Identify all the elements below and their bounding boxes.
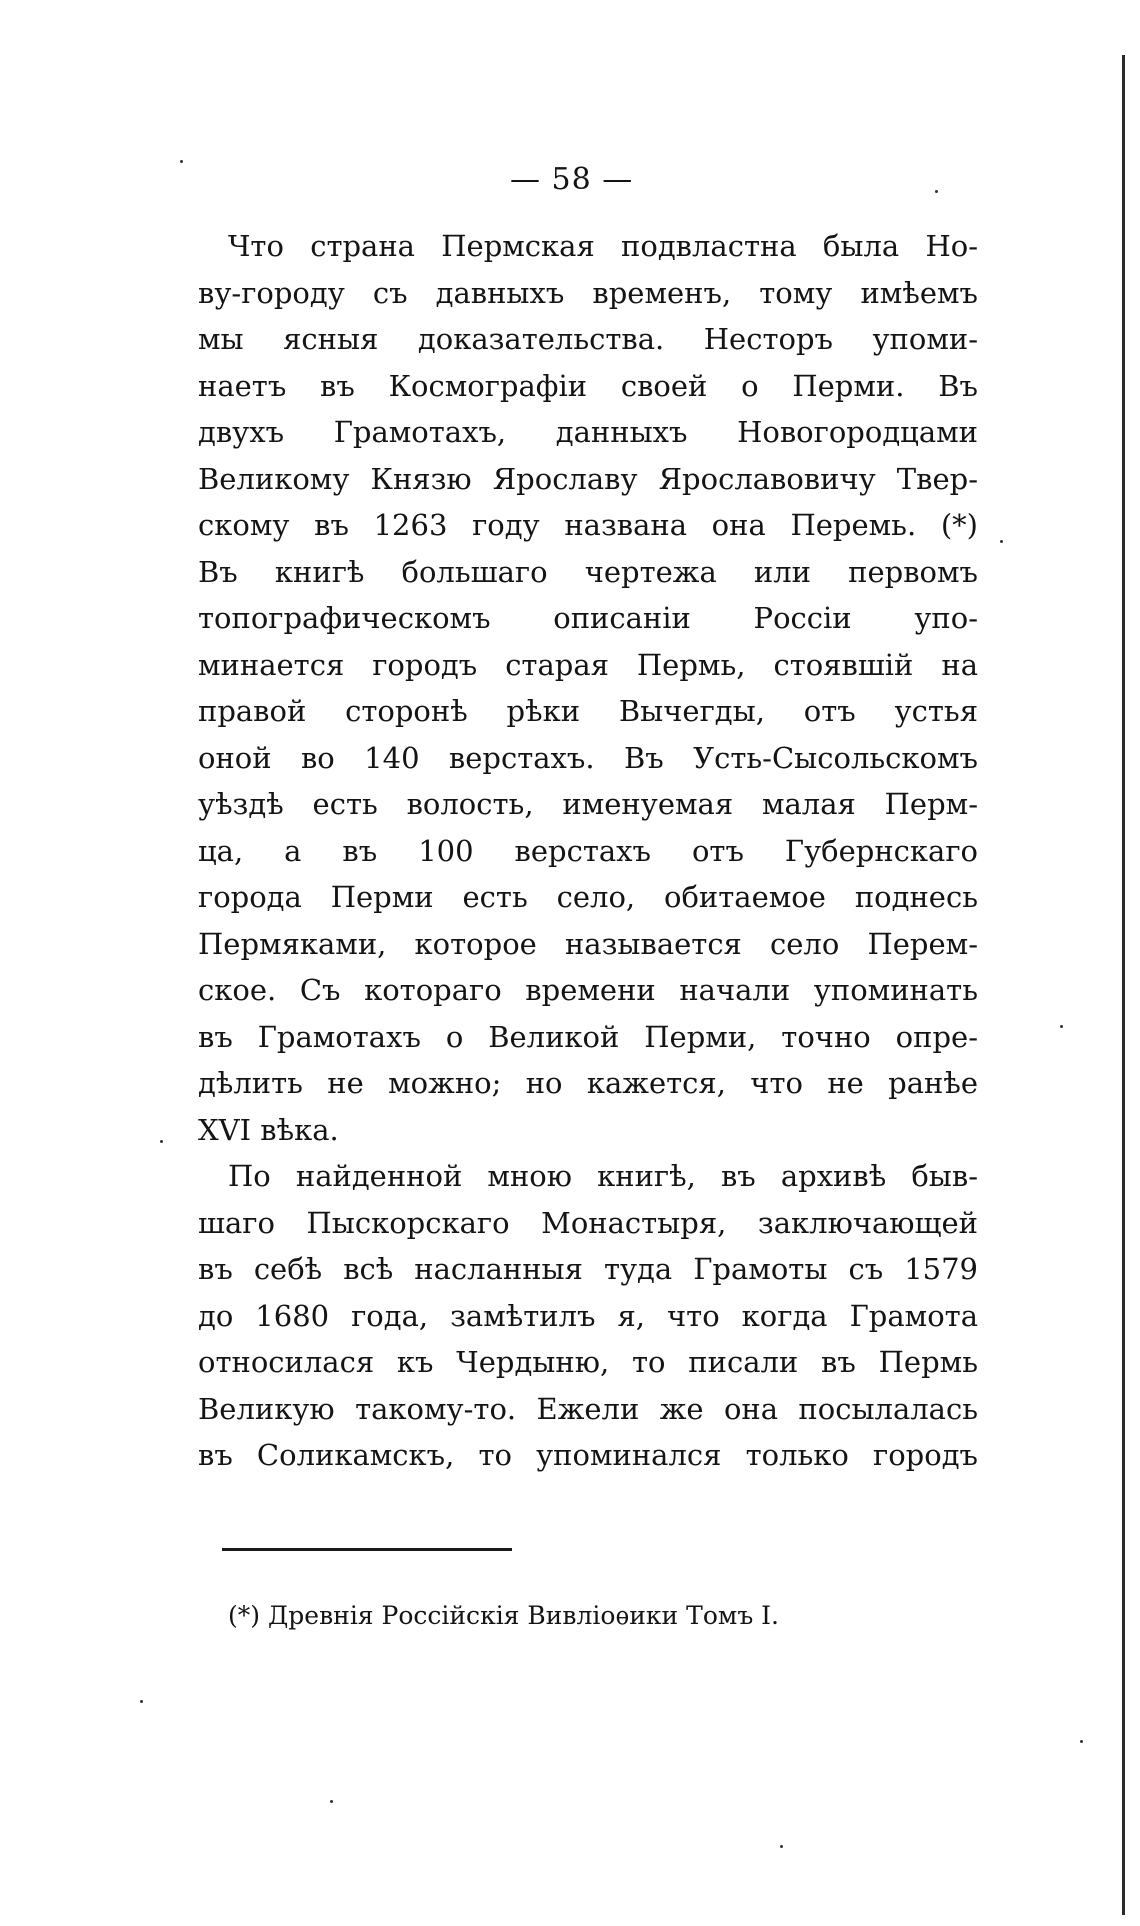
text-line: Что страна Пермская подвластна была Но- [228,229,978,263]
body-text [198,223,978,1479]
text-line: въ себѣ всѣ насланныя туда Грамоты съ 1579 [198,1252,978,1286]
text-line: Великому Князю Ярославу Ярославовичу Твер- [198,461,978,496]
scan-speck [180,160,183,163]
text-line: ву-городу съ давныхъ временъ, тому имѣемъ [198,275,978,310]
scan-speck [1000,540,1003,543]
page-edge-shadow [1122,55,1125,1915]
text-line: скому въ 1263 году названа она Перемь. (*) [198,508,978,542]
scan-speck [140,1700,143,1703]
text-line: дѣлить не можно; но кажется, что не ранѣе [198,1066,978,1100]
text-line: XVI вѣка. [198,1112,339,1147]
text-line: Въ книгѣ большаго чертежа или первомъ [198,554,978,589]
scan-speck [330,1800,333,1803]
text-line: ца, а въ 100 верстахъ отъ Губернскаго [198,833,978,868]
text-line: наетъ въ Космографіи своей о Перми. Въ [198,368,978,403]
page-number: — 58 — [510,162,634,197]
text-line: относилася къ Чердыню, то писали въ Пермь [198,1345,978,1379]
text-line: двухъ Грамотахъ, данныхъ Новогородцами [198,415,978,449]
text-line: мы ясныя доказательства. Несторъ упоми- [198,322,978,356]
scan-speck [780,1845,783,1848]
text-line: топографическомъ описаніи Россіи упо- [198,601,978,635]
text-line: оной во 140 верстахъ. Въ Усть-Сысольскомъ [198,740,978,775]
text-line: правой сторонѣ рѣки Вычегды, отъ устья [198,694,978,728]
footnote: (*) Древнія Россійскія Вивліоѳики Томъ I. [228,1601,779,1630]
scan-speck [1060,1025,1063,1028]
text-line: ское. Съ котораго времени начали упоминать [198,973,978,1007]
text-line: Пермяками, которое называется село Перем- [198,926,978,961]
paragraph-1 [198,223,978,1153]
text-line: минается городъ старая Пермь, стоявшій на [198,647,978,682]
footnote-rule [222,1548,512,1551]
scan-speck [160,1140,163,1143]
text-line: По найденной мною книгѣ, въ архивѣ быв- [228,1159,978,1193]
scan-speck [1080,1740,1083,1743]
text-line: города Перми есть село, обитаемое поднесь [198,880,978,914]
paragraph-2 [198,1153,978,1479]
text-line: шаго Пыскорскаго Монастыря, заключающей [198,1205,978,1240]
text-line: Великую такому-то. Ежели же она посылалась [198,1391,978,1426]
text-line: въ Грамотахъ о Великой Перми, точно опре- [198,1019,978,1054]
scan-speck [935,190,938,193]
text-line: въ Соликамскъ, то упоминался только городъ [198,1438,978,1472]
text-line: уѣздѣ есть волость, именуемая малая Перм- [198,787,978,821]
text-line: до 1680 года, замѣтилъ я, что когда Грамота [198,1298,978,1333]
